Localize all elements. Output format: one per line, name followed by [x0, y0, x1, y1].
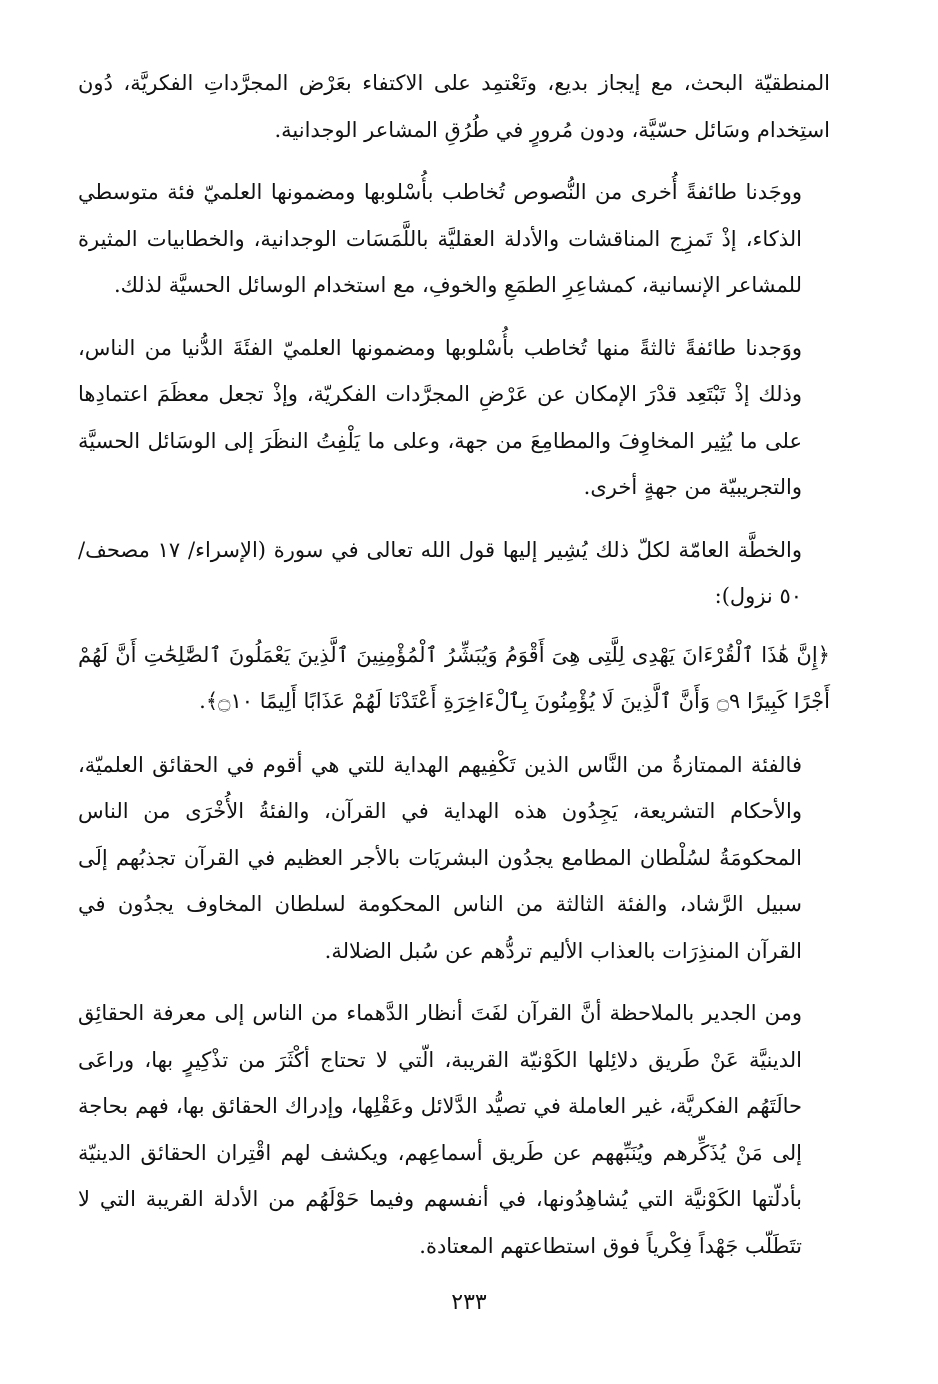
- paragraph-5: فالفئة الممتازةُ من النَّاس الذين تَكْفِيهم الهداية للتي هي أقوم في الحقائق العلميّة، والأحكام التشريعة، يَجِدُون هذه الهداية في القرآن، والفئةُ الأُخْرَى من الناس المحكومَةُ لسُلْطان المطامع يجدُون البشريَات بالأجر العظيم في القرآن تجذبُهم إلَى سبيل الرَّشاد، والفئة الثالثة من الناس المحكومة لسلطان المخاوف يجدُون في القرآن المنذِرَات بالعذاب الأليم تردُّهم عن سُبل الضلالة.: [78, 752, 802, 963]
- paragraph-4: والخطَّة العامّة لكلّ ذلك يُشِير إليها قول الله تعالى في سورة (الإسراء/ ١٧ مصحف/ ٥٠ نزول):: [78, 537, 802, 608]
- paragraph-2: ووجَدنا طائفةً أُخرى من النُّصوص تُخاطب بأُسْلوبها ومضمونها العلميّ فئة متوسطي الذكاء، إذْ تَمزِج المناقشات والأدلة العقليَّة باللَّمَسَات الوجدانية، والخطابيات المثيرة للمشاعر الإنسانية، كمشاعِرِ الطمَعِ والخوفِ، مع استخدام الوسائل الحسيَّة لذلك.: [78, 180, 802, 297]
- page-number: ٢٣٣: [451, 1290, 487, 1315]
- paragraph-6: ومن الجدير بالملاحظة أنَّ القرآن لفَتَ أنظار الدَّهماء من الناس إلى معرفة الحقائِق الدينيَّة عَنْ طَريق دلائِلها الكَوْنيّة القريبة، الّتي لا تحتاج أكْثَرَ من تذْكِيرٍ بها، وراعَى حالَتَهُم الفكريَّة، غير العاملة في تصيُّد الدَّلائل وعَقْلِها، وإدراك الحقائق بها، فهم بحاجة إلى مَنْ يُذَكِّرهم ويُنَبِّههم عن طَريق أسماعِهم، ويكشف لهم اقْتِران الحقائق الدينيّة بأدلّتها الكَوْنيَّة التي يُشاهِدُونها، في أنفسهم وفيما حَوْلَهُم من الأدلة القريبة التي لا تتَطَلّب جَهْداً فِكْرياً فوق استطاعتهم المعتادة.: [78, 1001, 802, 1258]
- paragraph-3: ووَجدنا طائفةً ثالثةً منها تُخاطب بأُسْلوبها ومضمونها العلميّ الفئَةَ الدُّنيا من الناس، وذلك إذْ تَبْتَعِد قدْرَ الإمكان عن عَرْضِ المجرَّدات الفكريّة، وإذْ تجعل معظَمَ اعتمادِها على ما يُثِير المخاوِفَ والمطامِعَ من جهة، وعلى ما يَلْفِتُ النظَرَ إلى الوسَائل الحسيَّة والتجريبيّة من جهةٍ أخرى.: [78, 335, 802, 499]
- page-body: [78, 60, 830, 1269]
- paragraph-1: المنطقيّة البحث، مع إيجاز بديع، وتَعْتمِد على الاكتفاء بعَرْض المجرَّداتِ الفكريَّة، دُون استِخدام وسَائل حسّيَّة، ودون مُرورٍ في طُرُقِ المشاعر الوجدانية.: [78, 71, 830, 142]
- quran-verse: ﴿إِنَّ هَٰذَا ٱلْقُرْءَانَ يَهْدِى لِلَّتِى هِىَ أَقْوَمُ وَيُبَشِّرُ ٱلْمُؤْمِنِينَ ٱلَّذِينَ يَعْمَلُونَ ٱلصَّٰلِحَٰتِ أَنَّ لَهُمْ أَجْرًا كَبِيرًا ۝٩ وَأَنَّ ٱلَّذِينَ لَا يُؤْمِنُونَ بِٱلْءَاخِرَةِ أَعْتَدْنَا لَهُمْ عَذَابًا أَلِيمًا ۝١٠﴾.: [78, 642, 830, 713]
